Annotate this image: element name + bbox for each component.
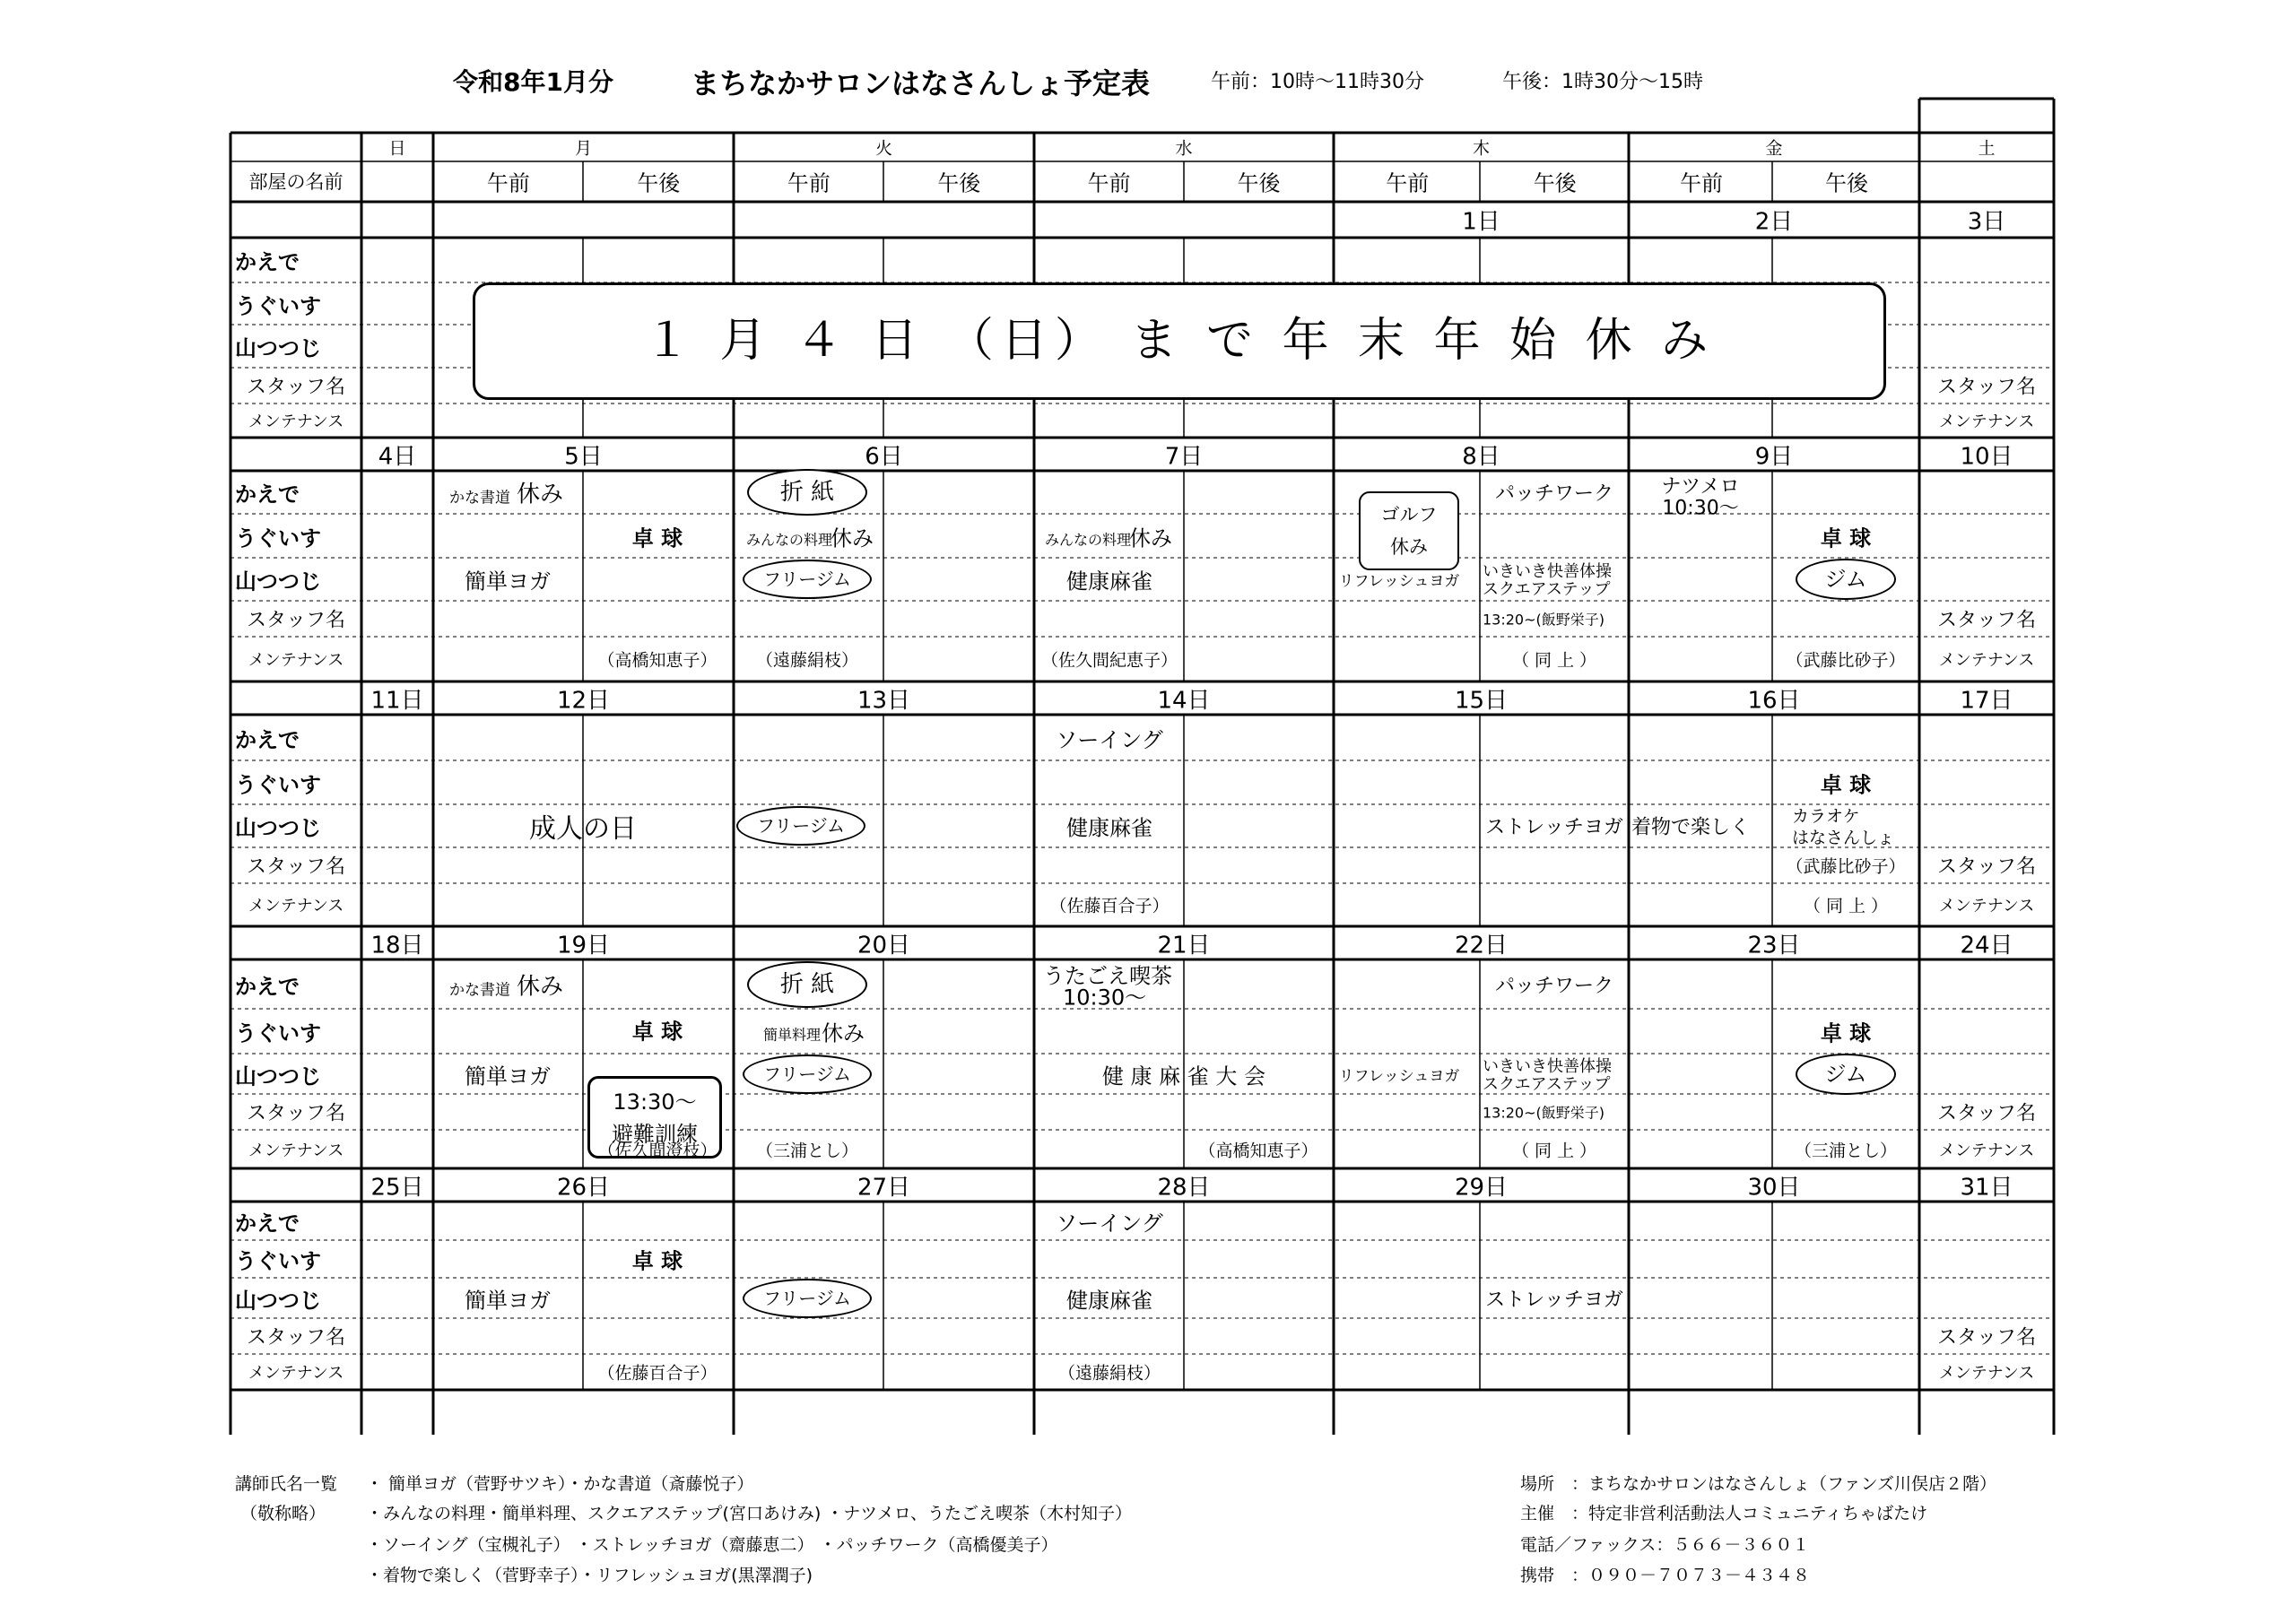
event-mahjong-tournament: 健 康 麻 雀 大 会 <box>1101 1063 1266 1089</box>
maint-name: （武藤比砂子） <box>1786 650 1906 671</box>
event-karaoke: はなさんしょ <box>1792 828 1895 848</box>
event-freegym: フリージム <box>736 806 865 846</box>
room-label: 山つつじ <box>235 1063 321 1089</box>
event-pingpong: 卓 球 <box>1820 772 1872 797</box>
day-number: 10日 <box>1960 443 2013 470</box>
event-pingpong: 卓 球 <box>1820 1020 1872 1046</box>
event-sewing: ソーイング <box>1056 1211 1163 1236</box>
drill-time: 13:30～ <box>613 1089 697 1115</box>
event-mahjong: 健康麻雀 <box>1066 1288 1152 1313</box>
maint-name: （佐藤百合子） <box>1049 896 1170 916</box>
maint-name: （遠藤絹枝） <box>755 650 859 671</box>
event-origami: 折 紙 <box>747 961 867 1008</box>
day-number: 17日 <box>1960 687 2013 714</box>
room-label: かえで <box>235 974 300 999</box>
title-era-month: 令和8年1月分 <box>453 67 613 97</box>
day-number: 31日 <box>1960 1174 2013 1201</box>
title-name: まちなかサロンはなさんしょ予定表 <box>691 66 1151 100</box>
event-natsumero-time: 10:30～ <box>1662 497 1739 520</box>
room-label: かえで <box>235 249 300 275</box>
staff-row-label: スタッフ名 <box>1936 1326 2037 1350</box>
event-patchwork: パッチワーク <box>1494 975 1614 997</box>
weekday-6: 土 <box>1978 138 1996 159</box>
event-exercise: いきいき快善体操 <box>1483 1056 1612 1076</box>
maint-name: （三浦とし） <box>755 1141 859 1160</box>
instructor-line-4: ・着物で楽しく（菅野幸子）・リフレッシュヨガ(黒澤潤子) <box>366 1566 813 1585</box>
day-number: 26日 <box>556 1174 611 1201</box>
staff-row-label: スタッフ名 <box>1936 855 2037 879</box>
event-exercise: スクエアステップ <box>1483 580 1611 599</box>
maint-name: （ 同 上 ） <box>1511 650 1597 671</box>
staff-row-label: スタッフ名 <box>246 855 346 879</box>
event-exercise: スクエアステップ <box>1483 1074 1611 1094</box>
event-cooking-closed: 休み <box>1129 525 1172 551</box>
title-pm-hours: 午後：1時30分～15時 <box>1502 71 1703 93</box>
event-kana-closed: 休み <box>516 481 564 508</box>
event-freegym: フリージム <box>743 1279 872 1318</box>
event-mahjong: 健康麻雀 <box>1066 568 1152 595</box>
day-number: 29日 <box>1454 1174 1509 1201</box>
event-singing-cafe: うたごえ喫茶 <box>1043 963 1172 989</box>
maint-row-label: メンテナンス <box>1938 412 2035 431</box>
event-cooking: みんなの料理 <box>1044 531 1132 548</box>
event-exercise: いきいき快善体操 <box>1483 562 1612 581</box>
info-mobile: 携帯 ：０９０－７０７３－４３４８ <box>1520 1566 1811 1585</box>
room-label: 山つつじ <box>235 815 321 841</box>
weekday-3: 水 <box>1175 138 1193 159</box>
event-golf-closed <box>1359 491 1459 570</box>
event-time-instructor: 13:20~(飯野栄子) <box>1483 611 1605 629</box>
holiday-banner <box>473 282 1886 400</box>
am-header: 午前 <box>486 170 530 196</box>
event-pingpong: 卓 球 <box>631 1248 683 1274</box>
room-label: 山つつじ <box>235 335 321 361</box>
am-header: 午前 <box>787 170 831 196</box>
maint-name: （ 同 上 ） <box>1511 1141 1597 1160</box>
weekday-2: 火 <box>874 138 893 159</box>
day-number: 2日 <box>1754 208 1794 236</box>
event-gym: ジム <box>1796 559 1896 600</box>
event-stretch-yoga: ストレッチヨガ <box>1485 816 1623 839</box>
pm-header: 午後 <box>1237 170 1281 196</box>
day-number: 21日 <box>1157 932 1211 959</box>
day-number: 18日 <box>370 932 424 959</box>
maint-name: （佐久間紀恵子） <box>1040 650 1178 671</box>
staff-row-label: スタッフ名 <box>1936 1102 2037 1125</box>
room-label: 山つつじ <box>235 1288 321 1313</box>
weekday-4: 木 <box>1472 138 1491 159</box>
day-number: 1日 <box>1462 208 1500 236</box>
event-patchwork: パッチワーク <box>1494 482 1614 506</box>
pm-header: 午後 <box>637 170 681 196</box>
maint-row-label: メンテナンス <box>248 651 344 670</box>
day-number: 22日 <box>1454 932 1509 959</box>
day-number: 15日 <box>1454 687 1509 714</box>
room-label: うぐいす <box>235 1020 321 1046</box>
staff-row-label: スタッフ名 <box>1936 376 2037 399</box>
event-singing-cafe-time: 10:30～ <box>1063 985 1147 1011</box>
maint-name: （遠藤絹枝） <box>1057 1363 1161 1384</box>
day-number: 20日 <box>857 932 911 959</box>
event-time-instructor: 13:20~(飯野栄子) <box>1483 1104 1605 1122</box>
day-number: 13日 <box>857 687 911 714</box>
am-header: 午前 <box>1680 170 1723 196</box>
event-yoga: 簡単ヨガ <box>465 568 551 595</box>
room-label: 山つつじ <box>235 568 321 595</box>
golf-closed-label: 休み <box>1390 536 1428 558</box>
day-number: 4日 <box>378 443 417 470</box>
title-am-hours: 午前：10時～11時30分 <box>1211 71 1424 93</box>
event-refresh-yoga: リフレッシュヨガ <box>1338 1067 1460 1085</box>
pm-header: 午後 <box>937 170 981 196</box>
weekday-0: 日 <box>388 138 406 159</box>
maint-row-label: メンテナンス <box>1938 1364 2035 1383</box>
maint-name: （三浦とし） <box>1794 1141 1898 1160</box>
day-number: 16日 <box>1747 687 1801 714</box>
drill-label: 避難訓練 <box>612 1122 698 1147</box>
room-label: かえで <box>235 1211 300 1236</box>
maint-name: （ 同 上 ） <box>1803 896 1889 916</box>
day-number: 28日 <box>1157 1174 1211 1201</box>
event-sewing: ソーイング <box>1056 727 1163 752</box>
event-natsumero: ナツメロ <box>1661 475 1740 499</box>
event-easy-cooking-closed: 休み <box>822 1020 865 1046</box>
staff-row-label: スタッフ名 <box>246 609 346 632</box>
event-cooking-closed: 休み <box>831 525 874 551</box>
day-number: 23日 <box>1747 932 1801 959</box>
day-number: 6日 <box>865 443 903 470</box>
event-mahjong: 健康麻雀 <box>1066 815 1152 841</box>
event-freegym: フリージム <box>743 1055 872 1094</box>
event-cooking: みんなの料理 <box>745 531 833 548</box>
event-refresh-yoga: リフレッシュヨガ <box>1338 572 1460 591</box>
room-label: かえで <box>235 482 300 508</box>
event-stretch-yoga: ストレッチヨガ <box>1485 1289 1623 1311</box>
maint-row-label: メンテナンス <box>248 1364 344 1383</box>
event-pingpong: 卓 球 <box>1820 525 1872 551</box>
day-number: 9日 <box>1754 443 1794 470</box>
staff-row-label: スタッフ名 <box>246 1326 346 1350</box>
maint-name: （佐久間澄枝） <box>597 1141 718 1160</box>
instructor-line-3: ・ソーイング（宝槻礼子） ・ストレッチヨガ（齋藤恵二） ・パッチワーク（高橋優美子） <box>366 1535 1058 1555</box>
day-number: 3日 <box>1967 208 2006 236</box>
day-number: 30日 <box>1747 1174 1801 1201</box>
room-name-header: 部屋の名前 <box>248 171 344 193</box>
day-number: 25日 <box>370 1174 424 1201</box>
maint-row-label: メンテナンス <box>248 1141 344 1160</box>
room-label: うぐいす <box>235 525 321 551</box>
day-number: 5日 <box>564 443 603 470</box>
maint-row-label: メンテナンス <box>248 897 344 916</box>
room-label: うぐいす <box>235 772 321 797</box>
maint-name: （佐藤百合子） <box>597 1363 718 1384</box>
maint-row-label: メンテナンス <box>248 412 344 431</box>
maint-row-label: メンテナンス <box>1938 651 2035 670</box>
room-label: うぐいす <box>235 1248 321 1274</box>
event-karaoke: カラオケ <box>1792 806 1860 827</box>
weekday-5: 金 <box>1765 138 1783 159</box>
maint-name: （高橋知恵子） <box>1198 1141 1318 1160</box>
instructor-line-2: ・みんなの料理・簡単料理、スクエアステップ(宮口あけみ) ・ナツメロ、うたごえ喫茶（木村知子） <box>366 1504 1133 1523</box>
event-kana: かな書道 <box>449 489 510 508</box>
pm-header: 午後 <box>1825 170 1868 196</box>
honorific-note: （敬称略） <box>240 1504 326 1523</box>
day-number: 19日 <box>556 932 611 959</box>
event-yoga: 簡単ヨガ <box>465 1288 551 1313</box>
day-number: 14日 <box>1157 687 1211 714</box>
room-label: かえで <box>235 727 300 752</box>
info-organizer: 主催 ：特定非営利活動法人コミュニティちゃばたけ <box>1520 1504 1928 1523</box>
info-phone: 電話／ファックス：５６６－３６０１ <box>1520 1535 1810 1555</box>
room-label: うぐいす <box>235 293 321 318</box>
event-origami: 折 紙 <box>747 469 867 516</box>
weekday-1: 月 <box>574 138 593 159</box>
maint-name: （高橋知恵子） <box>597 650 718 671</box>
day-number: 8日 <box>1462 443 1500 470</box>
staff-name: （武藤比砂子） <box>1786 856 1906 877</box>
day-number: 27日 <box>857 1174 911 1201</box>
maint-row-label: メンテナンス <box>1938 897 2035 916</box>
info-place: 場所 ：まちなかサロンはなさんしょ（ファンズ川俣店２階） <box>1520 1474 1997 1494</box>
event-kimono: 着物で楽しく <box>1631 816 1751 839</box>
staff-row-label: スタッフ名 <box>246 376 346 399</box>
instructor-line-1: ・ 簡単ヨガ（菅野サツキ）・かな書道（斎藤悦子） <box>366 1474 754 1494</box>
am-header: 午前 <box>1087 170 1131 196</box>
staff-row-label: スタッフ名 <box>1936 609 2037 632</box>
event-kana-closed: 休み <box>516 973 564 1000</box>
event-gym: ジム <box>1796 1054 1896 1095</box>
day-number: 11日 <box>370 687 424 714</box>
pm-header: 午後 <box>1533 170 1577 196</box>
event-freegym: フリージム <box>743 560 872 599</box>
day-number: 24日 <box>1960 932 2013 959</box>
event-yoga: 簡単ヨガ <box>465 1063 551 1089</box>
event-pingpong: 卓 球 <box>631 525 683 551</box>
instructors-label: 講師氏名一覧 <box>235 1474 338 1494</box>
golf-label: ゴルフ <box>1380 504 1438 525</box>
event-pingpong: 卓 球 <box>631 1019 683 1045</box>
am-header: 午前 <box>1386 170 1430 196</box>
maint-row-label: メンテナンス <box>1938 1141 2035 1160</box>
event-kana: かな書道 <box>449 981 510 999</box>
event-easy-cooking: 簡単料理 <box>762 1026 822 1044</box>
event-coming-of-age-day: 成人の日 <box>529 813 637 845</box>
day-number: 7日 <box>1164 443 1204 470</box>
holiday-banner-text: １ 月 ４ 日 （日） ま で 年 末 年 始 休 み <box>643 314 1716 368</box>
staff-row-label: スタッフ名 <box>246 1102 346 1125</box>
day-number: 12日 <box>556 687 611 714</box>
